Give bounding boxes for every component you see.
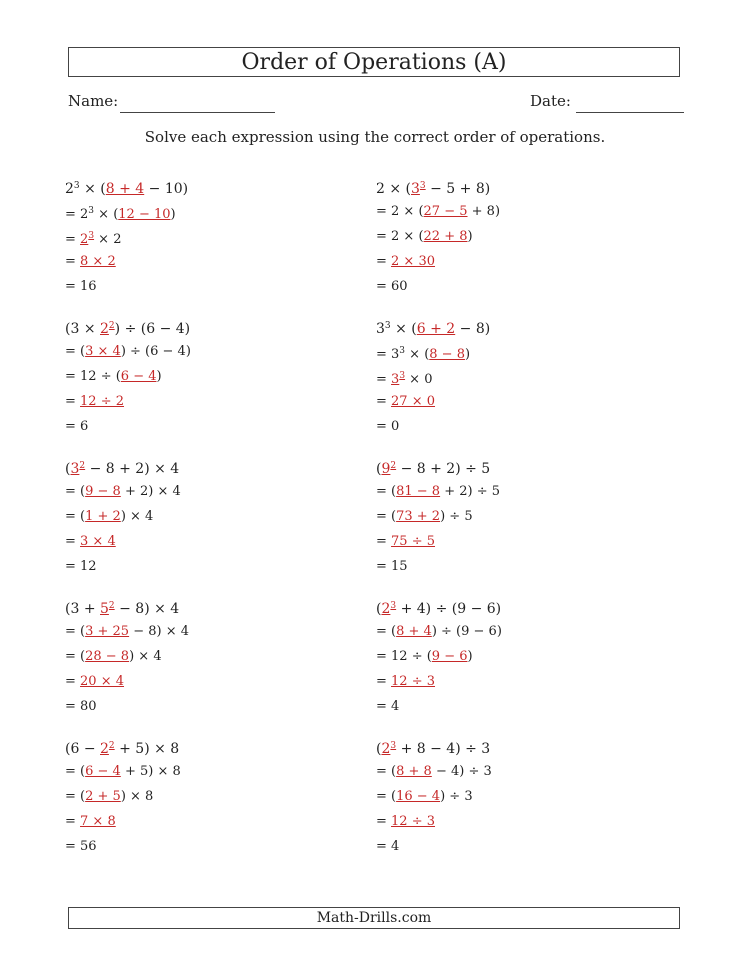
highlighted-operation: 3 × 4 <box>85 344 121 359</box>
worksheet-title-box <box>68 47 680 77</box>
highlighted-operation: 2 + 5 <box>85 789 121 804</box>
expression-text: = <box>376 814 392 829</box>
problem-expression <box>65 734 365 759</box>
exponent: 3 <box>390 741 397 751</box>
expression-text: − 8 + 2) × 4 <box>85 461 180 477</box>
expression-text: (3 + <box>65 601 100 617</box>
highlighted-operation: 2 <box>100 321 109 337</box>
expression-text: = ( <box>376 509 397 524</box>
problem-4 <box>376 314 676 439</box>
expression-text: = <box>65 394 81 409</box>
expression-text: = ( <box>65 509 86 524</box>
expression-text: = 2 <box>65 207 89 222</box>
expression-text: = 4 <box>376 699 400 714</box>
expression-text: + 5) × 8 <box>120 764 181 779</box>
expression-text: = 3 <box>376 347 400 362</box>
solution-step <box>65 619 365 644</box>
expression-text: = ( <box>376 764 397 779</box>
solution-step <box>65 364 365 389</box>
highlighted-operation: 73 + 2 <box>396 509 441 524</box>
expression-text: − 8) × 4 <box>114 601 180 617</box>
highlighted-operation: 3 + 25 <box>85 624 130 639</box>
highlighted-operation: 6 − 4 <box>85 764 121 779</box>
problem-expression <box>376 174 676 199</box>
expression-text: = 12 <box>65 559 97 574</box>
expression-text: (3 × <box>65 321 100 337</box>
highlighted-operation: 20 × 4 <box>80 674 125 689</box>
problem-6 <box>376 454 676 579</box>
problem-expression <box>65 454 365 479</box>
problem-expression <box>65 314 365 339</box>
highlighted-operation: 9 − 8 <box>85 484 121 499</box>
expression-text: (6 − <box>65 741 100 757</box>
expression-text: ( <box>65 461 71 477</box>
exponent: 3 <box>419 181 426 191</box>
highlighted-operation: 8 + 4 <box>105 181 145 197</box>
solution-step <box>376 389 676 414</box>
solution-step <box>65 339 365 364</box>
solution-step <box>376 504 676 529</box>
expression-text: × 0 <box>405 372 433 387</box>
problem-expression <box>376 314 676 339</box>
expression-text: − 10) <box>144 181 189 197</box>
solution-step <box>65 479 365 504</box>
highlighted-operation: 81 − 8 <box>396 484 441 499</box>
problem-5 <box>65 454 365 579</box>
highlighted-operation: 28 − 8 <box>85 649 130 664</box>
highlighted-operation: 8 + 4 <box>396 624 432 639</box>
solution-step <box>65 414 365 439</box>
expression-text: = 4 <box>376 839 400 854</box>
date-label: Date: <box>530 92 571 110</box>
expression-text: = ( <box>65 649 86 664</box>
expression-text: 3 <box>376 321 385 337</box>
expression-text: ) × 4 <box>120 509 154 524</box>
expression-text: × ( <box>390 321 417 337</box>
expression-text: = <box>376 674 392 689</box>
solution-step <box>376 644 676 669</box>
problem-8 <box>376 594 676 719</box>
problem-9 <box>65 734 365 859</box>
expression-text: + 2) × 4 <box>120 484 181 499</box>
expression-text: 2 × ( <box>376 181 411 197</box>
expression-text: − 8) <box>455 321 491 337</box>
expression-text: = 6 <box>65 419 89 434</box>
highlighted-operation: 12 − 10 <box>118 207 171 222</box>
expression-text: = <box>376 254 392 269</box>
solution-step <box>65 809 365 834</box>
expression-text: = ( <box>65 789 86 804</box>
solution-step <box>376 414 676 439</box>
highlighted-operation: 5 <box>100 601 109 617</box>
solution-step <box>376 274 676 299</box>
solution-step <box>376 759 676 784</box>
problem-expression <box>376 454 676 479</box>
exponent: 2 <box>390 461 397 471</box>
exponent: 3 <box>73 181 80 191</box>
expression-text: = <box>65 674 81 689</box>
expression-text: = <box>376 534 392 549</box>
exponent: 3 <box>88 231 95 241</box>
solution-step <box>376 669 676 694</box>
expression-text: = 0 <box>376 419 400 434</box>
solution-step <box>65 834 365 859</box>
name-label: Name: <box>68 92 119 110</box>
highlighted-operation: 2 × 30 <box>391 254 436 269</box>
expression-text: + 4) ÷ (9 − 6) <box>396 601 502 617</box>
footer-box <box>68 907 680 929</box>
worksheet-title: Order of Operations (A) <box>241 49 507 75</box>
solution-step <box>376 479 676 504</box>
highlighted-operation: 75 ÷ 5 <box>391 534 436 549</box>
solution-step <box>376 339 676 364</box>
highlighted-operation: 27 × 0 <box>391 394 436 409</box>
expression-text: × 2 <box>94 232 122 247</box>
highlighted-operation: 2 <box>80 232 89 247</box>
problem-expression <box>376 594 676 619</box>
solution-step <box>65 504 365 529</box>
expression-text: × ( <box>405 347 430 362</box>
exponent: 3 <box>399 346 406 356</box>
expression-text: 2 <box>65 181 74 197</box>
highlighted-operation: 22 + 8 <box>423 229 468 244</box>
expression-text: + 8) <box>467 204 501 219</box>
expression-text: ) × 4 <box>129 649 162 664</box>
solution-step <box>65 669 365 694</box>
solution-step <box>65 784 365 809</box>
expression-text: ) <box>467 229 473 244</box>
expression-text: ) <box>467 649 473 664</box>
solution-step <box>376 809 676 834</box>
date-field-line <box>576 112 684 113</box>
expression-text: = ( <box>65 764 86 779</box>
solution-step <box>65 759 365 784</box>
expression-text: + 5) × 8 <box>114 741 180 757</box>
expression-text: ) ÷ 3 <box>440 789 473 804</box>
highlighted-operation: 3 <box>391 372 400 387</box>
expression-text: ) ÷ (9 − 6) <box>431 624 502 639</box>
exponent: 2 <box>108 601 115 611</box>
exponent: 2 <box>108 321 115 331</box>
solution-step <box>65 199 365 224</box>
highlighted-operation: 9 − 6 <box>431 649 468 664</box>
highlighted-operation: 3 <box>70 461 80 477</box>
expression-text: ) <box>464 347 471 362</box>
solution-step <box>65 249 365 274</box>
expression-text: − 8 + 2) ÷ 5 <box>396 461 491 477</box>
solution-step <box>376 619 676 644</box>
expression-text: = ( <box>376 789 397 804</box>
expression-text: ) ÷ 5 <box>440 509 473 524</box>
expression-text: = 16 <box>65 279 97 294</box>
expression-text: = 12 ÷ ( <box>376 649 432 664</box>
expression-text: = <box>65 534 81 549</box>
expression-text: ) ÷ (6 − 4) <box>120 344 191 359</box>
name-field-line <box>120 112 275 113</box>
expression-text: = 2 × ( <box>376 229 424 244</box>
highlighted-operation: 8 − 8 <box>429 347 465 362</box>
expression-text: = <box>376 394 392 409</box>
highlighted-operation: 1 + 2 <box>85 509 121 524</box>
expression-text: × ( <box>79 181 106 197</box>
expression-text: = <box>65 814 81 829</box>
expression-text: = 80 <box>65 699 97 714</box>
highlighted-operation: 7 × 8 <box>80 814 116 829</box>
problem-expression <box>65 174 365 199</box>
solution-step <box>376 249 676 274</box>
problem-1 <box>65 174 365 299</box>
expression-text: = <box>376 372 392 387</box>
expression-text: = ( <box>65 624 86 639</box>
solution-step <box>376 364 676 389</box>
expression-text: ( <box>376 601 382 617</box>
highlighted-operation: 12 ÷ 2 <box>80 394 125 409</box>
exponent: 3 <box>88 206 95 216</box>
problem-expression <box>376 734 676 759</box>
expression-text: = ( <box>65 484 86 499</box>
expression-text: + 2) ÷ 5 <box>440 484 501 499</box>
highlighted-operation: 6 + 2 <box>416 321 456 337</box>
exponent: 2 <box>108 741 115 751</box>
solution-step <box>376 834 676 859</box>
highlighted-operation: 8 × 2 <box>80 254 116 269</box>
expression-text: = 12 ÷ ( <box>65 369 121 384</box>
solution-step <box>376 554 676 579</box>
expression-text: = ( <box>376 484 397 499</box>
highlighted-operation: 12 ÷ 3 <box>391 674 436 689</box>
expression-text: = <box>65 254 81 269</box>
highlighted-operation: 3 × 4 <box>80 534 116 549</box>
solution-step <box>65 389 365 414</box>
expression-text: − 5 + 8) <box>425 181 491 197</box>
problem-expression <box>65 594 365 619</box>
solution-step <box>376 199 676 224</box>
expression-text: − 8) × 4 <box>129 624 190 639</box>
highlighted-operation: 2 <box>381 741 391 757</box>
problem-2 <box>376 174 676 299</box>
expression-text: ) <box>156 369 162 384</box>
problem-3 <box>65 314 365 439</box>
expression-text: − 4) ÷ 3 <box>431 764 492 779</box>
instructions: Solve each expression using the correct order of operations. <box>144 128 606 146</box>
expression-text: = <box>65 232 81 247</box>
expression-text: ) × 8 <box>120 789 154 804</box>
highlighted-operation: 3 <box>411 181 420 197</box>
problem-7 <box>65 594 365 719</box>
solution-step <box>65 644 365 669</box>
highlighted-operation: 6 − 4 <box>120 369 157 384</box>
problem-10 <box>376 734 676 859</box>
solution-step <box>65 694 365 719</box>
expression-text: + 8 − 4) ÷ 3 <box>396 741 491 757</box>
highlighted-operation: 16 − 4 <box>396 789 441 804</box>
highlighted-operation: 2 <box>100 741 109 757</box>
expression-text: = ( <box>65 344 86 359</box>
solution-step <box>376 694 676 719</box>
expression-text: = 56 <box>65 839 97 854</box>
exponent: 2 <box>79 461 86 471</box>
exponent: 3 <box>384 321 391 331</box>
solution-step <box>65 529 365 554</box>
expression-text: × ( <box>94 207 119 222</box>
footer-text: Math-Drills.com <box>316 910 432 926</box>
highlighted-operation: 9 <box>381 461 391 477</box>
expression-text: = 15 <box>376 559 408 574</box>
expression-text: ) ÷ (6 − 4) <box>114 321 191 337</box>
highlighted-operation: 12 ÷ 3 <box>391 814 436 829</box>
solution-step <box>376 529 676 554</box>
highlighted-operation: 8 + 8 <box>396 764 432 779</box>
solution-step <box>65 554 365 579</box>
highlighted-operation: 2 <box>381 601 391 617</box>
solution-step <box>65 224 365 249</box>
expression-text: = 2 × ( <box>376 204 424 219</box>
expression-text: ( <box>376 741 382 757</box>
exponent: 3 <box>390 601 397 611</box>
expression-text: ) <box>170 207 176 222</box>
expression-text: ( <box>376 461 382 477</box>
solution-step <box>376 784 676 809</box>
expression-text: = 60 <box>376 279 408 294</box>
exponent: 3 <box>399 371 406 381</box>
expression-text: = ( <box>376 624 397 639</box>
highlighted-operation: 27 − 5 <box>423 204 468 219</box>
solution-step <box>65 274 365 299</box>
solution-step <box>376 224 676 249</box>
